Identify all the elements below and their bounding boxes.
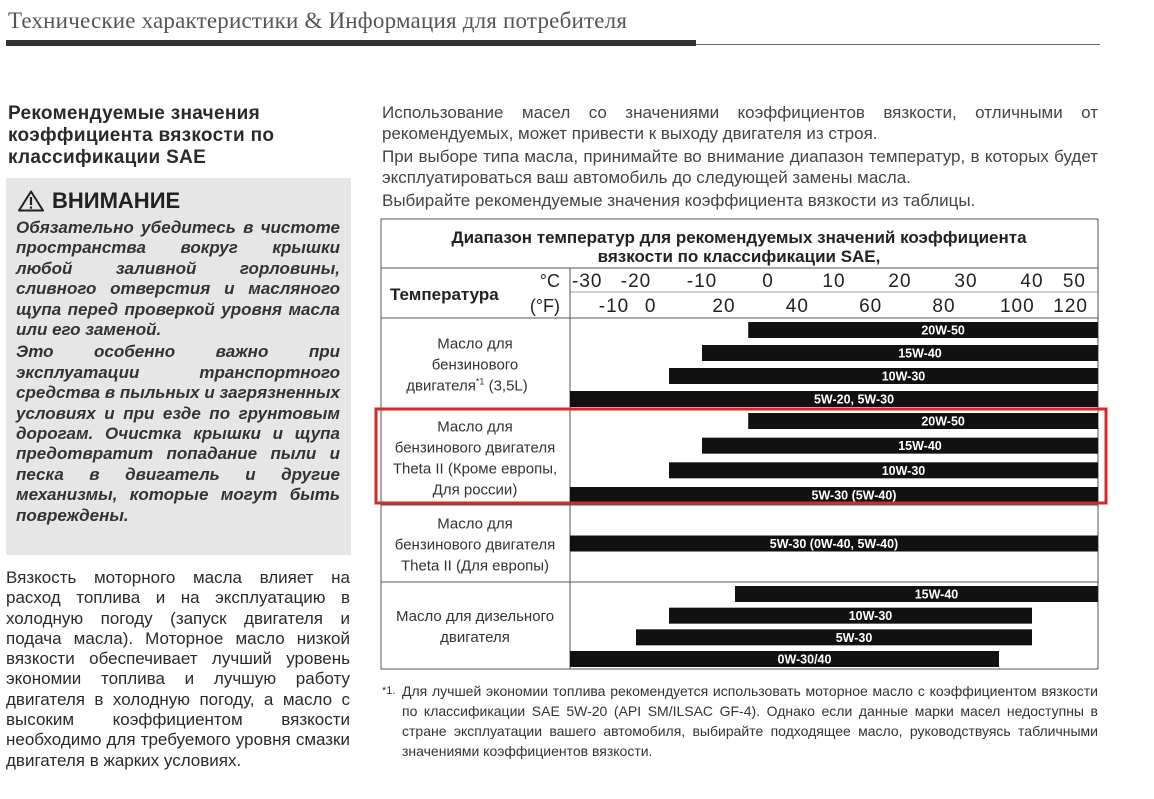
viscosity-bar-label: 20W-50 — [921, 414, 965, 429]
group-label-tail: (3,5L) — [484, 377, 528, 395]
group-label-line: Theta II (Для европы) — [400, 557, 550, 575]
footnote-text: Для лучшей экономии топлива рекомендуется использовать моторное масло с коэффициентом вязкости по классификации SAE 5W-20 (API SM/ILSAC GF-4). Однако если данные марки масел недоступны в стране эксплуатации вашего автомобиля, выбирайте подходящее масло, руководствуясь табличными значениями коэффициентов вязкости. — [402, 683, 1098, 759]
fahrenheit-tick-label: 120 — [1053, 296, 1088, 317]
group-label-line: бензинового двигателя — [394, 536, 556, 554]
group-label-line: Для россии) — [432, 481, 518, 499]
chart-title-line-1: Диапазон температур для рекомендуемых значений коэффициента — [451, 228, 1027, 247]
viscosity-description: Вязкость моторного масла влияет на расход топлива и на эксплуатацию в холодную погоду (запуск двигателя и подача масла). Моторное масло низкой вязкости обеспечивает лучший уровень экономии топлива и лучшую работу двигателя в холодную погоду, а масло с высоким коэффициентом вязкости необходимо для требуемого уровня смазки двигателя в жарких условиях. — [6, 568, 350, 770]
group-label-line: двигателя$^{*1}$ (3,5L) — [406, 376, 528, 395]
group-label-line: Масло для — [437, 335, 513, 353]
intro-paragraph: Выбирайте рекомендуемые значения коэффициента вязкости из таблицы. — [382, 191, 976, 210]
viscosity-bar-label: 5W-30 (5W-40) — [811, 488, 897, 503]
warning-paragraph: Обязательно убедитесь в чистоте пространства вокруг крышки любой заливной горловины, сливного отверстия и масляного щупа перед проверкой уровня масла или его заменой. — [16, 218, 340, 340]
section-title: Рекомендуемые значения коэффициента вязкости по классификации SAE — [8, 103, 275, 168]
group-label-line: двигателя — [440, 629, 510, 646]
group-label-line: бензинового — [431, 356, 519, 374]
fahrenheit-tick-label: 40 — [785, 296, 809, 317]
celsius-tick-label: 30 — [954, 271, 978, 292]
group-label-line: Масло для дизельного — [395, 608, 555, 625]
fahrenheit-tick-label: 0 — [644, 296, 657, 317]
viscosity-bar-label: 20W-50 — [921, 323, 965, 338]
celsius-tick-label: -10 — [686, 271, 718, 292]
viscosity-bar-label: 10W-30 — [848, 609, 893, 624]
viscosity-bar-label: 10W-30 — [881, 463, 926, 478]
unit-celsius: °C — [539, 271, 560, 291]
warning-title: ВНИМАНИЕ — [52, 188, 181, 213]
unit-fahrenheit: (°F) — [529, 296, 560, 316]
group-label-line: бензинового двигателя — [394, 439, 556, 457]
fahrenheit-tick-label: -10 — [598, 296, 630, 317]
viscosity-bar-label: 15W-40 — [914, 587, 959, 602]
viscosity-bar-label: 5W-30 (0W-40, 5W-40) — [769, 537, 899, 551]
footnote-mark: *1. — [382, 685, 396, 697]
chart-title-line-2: вязкости по классификации SAE, — [597, 247, 881, 266]
celsius-tick-label: 20 — [888, 271, 912, 292]
page-header-title: Технические характеристики & Информация для потребителя — [8, 8, 628, 33]
fahrenheit-tick-label: 20 — [712, 296, 736, 317]
fahrenheit-tick-label: 80 — [932, 296, 956, 317]
group-label-line: Масло для — [437, 515, 513, 533]
footnote — [382, 681, 1098, 761]
intro-paragraph: При выборе типа масла, принимайте во внимание диапазон температур, в которых будет эксплуатироваться ваш автомобиль до следующей замены масла. — [382, 147, 1098, 187]
fahrenheit-tick-label: 100 — [999, 296, 1035, 317]
viscosity-bar-label: 10W-30 — [881, 369, 926, 384]
viscosity-bar-label: 15W-40 — [898, 346, 942, 361]
intro-paragraph: Использование масел со значениями коэффициентов вязкости, отличными от рекомендуемых, может привести к выходу двигателя из строя. — [382, 103, 1098, 143]
celsius-tick-label: -20 — [620, 271, 652, 292]
viscosity-bar-label: 5W-20, 5W-30 — [813, 392, 895, 407]
viscosity-bar-label: 15W-40 — [898, 439, 942, 454]
viscosity-bar-label: 0W-30/40 — [777, 652, 832, 667]
celsius-tick-label: 40 — [1020, 271, 1044, 292]
celsius-tick-label: 10 — [822, 271, 846, 292]
warning-paragraph: Это особенно важно при эксплуатации транспортного средства в пыльных и загрязненных условиях и при езде по грунтовым дорогам. Очистка крышки и щупа предотвратит попадание пыли и песка в двигатель и другие механизмы, которые могут быть повреждены. — [16, 342, 340, 525]
footnote-body — [382, 681, 1098, 761]
celsius-tick-label: -30 — [572, 271, 603, 292]
group-label-line: Масло для — [437, 418, 513, 436]
group-label-line: Theta II (Кроме европы, — [392, 460, 558, 478]
celsius-tick-label: 0 — [762, 271, 774, 292]
group-label-superscript: *1 — [475, 376, 485, 387]
temperature-label: Температура — [390, 285, 499, 304]
viscosity-bar — [636, 629, 1032, 645]
celsius-tick-label: 50 — [1062, 271, 1086, 292]
viscosity-bar-label: 5W-30 — [835, 630, 873, 645]
fahrenheit-tick-label: 60 — [859, 296, 883, 317]
